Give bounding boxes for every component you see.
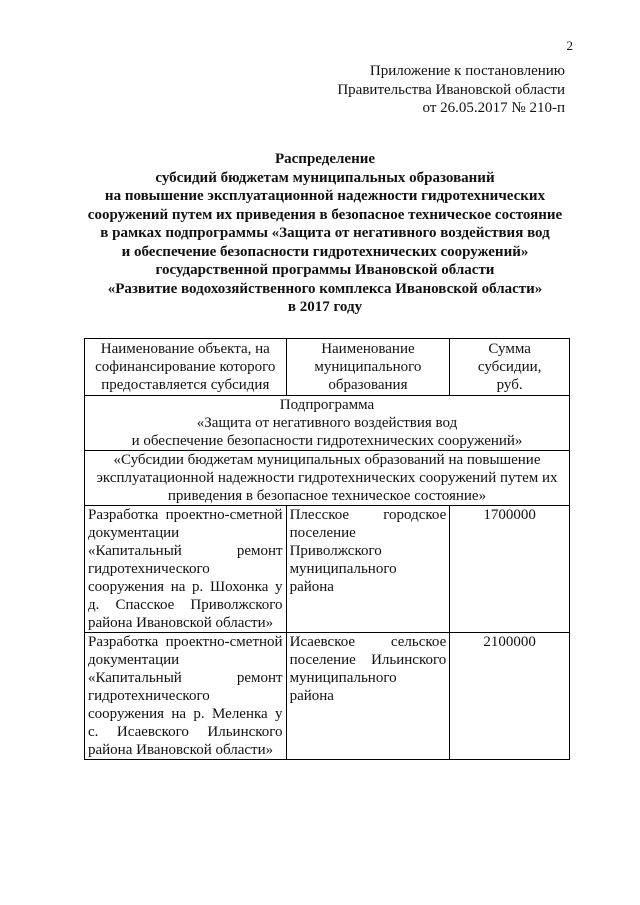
object-line: гидротехнического bbox=[88, 688, 210, 704]
municipality-cell bbox=[286, 633, 450, 760]
table-row bbox=[85, 506, 570, 633]
header-line: софинансирование которого bbox=[95, 359, 276, 375]
page-number: 2 bbox=[566, 38, 573, 53]
title-line: и обеспечение безопасности гидротехнических сооружений» bbox=[121, 243, 529, 260]
header-line: образования bbox=[328, 377, 408, 393]
title-line: «Развитие водохозяйственного комплекса Ивановской области» bbox=[107, 280, 543, 297]
subprogram-row bbox=[85, 396, 570, 451]
amount-cell: 2100000 bbox=[450, 633, 570, 760]
table-header-row bbox=[85, 339, 570, 396]
object-line: документации bbox=[88, 652, 180, 668]
subprogram-line: «Защита от негативного воздействия вод bbox=[196, 415, 458, 431]
object-line: сооружения на р. Шохонка у bbox=[88, 579, 283, 595]
municipality-line: муниципального bbox=[289, 670, 397, 686]
appendix-note bbox=[337, 62, 565, 118]
subprogram-line: Подпрограмма bbox=[279, 397, 375, 413]
section-line: «Субсидии бюджетам муниципальных образований на повышение bbox=[113, 452, 541, 468]
section-cell bbox=[85, 451, 570, 506]
header-municipality bbox=[286, 339, 450, 396]
municipality-line: поселение bbox=[289, 525, 356, 541]
header-line: субсидии, bbox=[477, 359, 542, 375]
object-line: района Ивановской области» bbox=[88, 742, 274, 758]
object-cell bbox=[85, 506, 287, 633]
title-line: Распределение bbox=[274, 151, 376, 167]
header-line: руб. bbox=[496, 377, 523, 393]
appendix-line: от 26.05.2017 № 210-п bbox=[422, 100, 565, 116]
object-line: документации bbox=[88, 525, 180, 541]
subprogram-line: и обеспечение безопасности гидротехнических сооружений» bbox=[131, 433, 523, 449]
title-line: в 2017 году bbox=[287, 299, 363, 315]
object-line: с. Исаевского Ильинского bbox=[88, 724, 283, 740]
object-line: Разработка проектно-сметной bbox=[88, 634, 283, 650]
header-line: Наименование объекта, на bbox=[100, 341, 270, 357]
object-line: д. Спасское Приволжского bbox=[88, 597, 283, 613]
object-line: «Капитальный ремонт bbox=[88, 543, 283, 559]
municipality-cell bbox=[286, 506, 450, 633]
subsidy-table bbox=[84, 338, 570, 760]
header-line: Сумма bbox=[488, 341, 531, 357]
title-line: субсидий бюджетам муниципальных образований bbox=[155, 169, 495, 186]
document-title bbox=[40, 150, 610, 317]
object-line: Разработка проектно-сметной bbox=[88, 507, 283, 523]
title-line: в рамках подпрограммы «Защита от негативного воздействия вод bbox=[100, 225, 550, 241]
object-line: сооружения на р. Меленка у bbox=[88, 706, 283, 722]
subprogram-cell bbox=[85, 396, 570, 451]
object-line: гидротехнического bbox=[88, 561, 210, 577]
title-line: на повышение эксплуатационной надежности гидротехнических bbox=[104, 188, 546, 204]
header-line: предоставляется субсидия bbox=[101, 377, 270, 393]
object-cell bbox=[85, 633, 287, 760]
appendix-line: Правительства Ивановской области bbox=[337, 81, 565, 98]
municipality-line: района bbox=[289, 579, 334, 595]
municipality-line: муниципального bbox=[289, 561, 397, 577]
object-line: «Капитальный ремонт bbox=[88, 670, 283, 686]
title-line: сооружений путем их приведения в безопасное техническое состояние bbox=[87, 206, 563, 223]
municipality-line: района bbox=[289, 688, 334, 704]
appendix-line: Приложение к постановлению bbox=[369, 63, 565, 79]
section-row bbox=[85, 451, 570, 506]
table-row bbox=[85, 633, 570, 760]
municipality-line: Приволжского bbox=[289, 543, 382, 559]
section-line: эксплуатационной надежности гидротехнических сооружений путем их bbox=[96, 470, 558, 486]
municipality-line: Плесское городское bbox=[289, 507, 447, 523]
municipality-line: Исаевское сельское bbox=[289, 634, 447, 650]
header-line: муниципального bbox=[314, 359, 422, 375]
header-amount bbox=[450, 339, 570, 396]
object-line: района Ивановской области» bbox=[88, 615, 274, 631]
header-object bbox=[85, 339, 287, 396]
amount-cell: 1700000 bbox=[450, 506, 570, 633]
municipality-line: поселение Ильинского bbox=[289, 652, 447, 668]
section-line: приведения в безопасное техническое состояние» bbox=[167, 488, 487, 504]
header-line: Наименование bbox=[321, 341, 415, 357]
title-line: государственной программы Ивановской области bbox=[155, 262, 495, 278]
